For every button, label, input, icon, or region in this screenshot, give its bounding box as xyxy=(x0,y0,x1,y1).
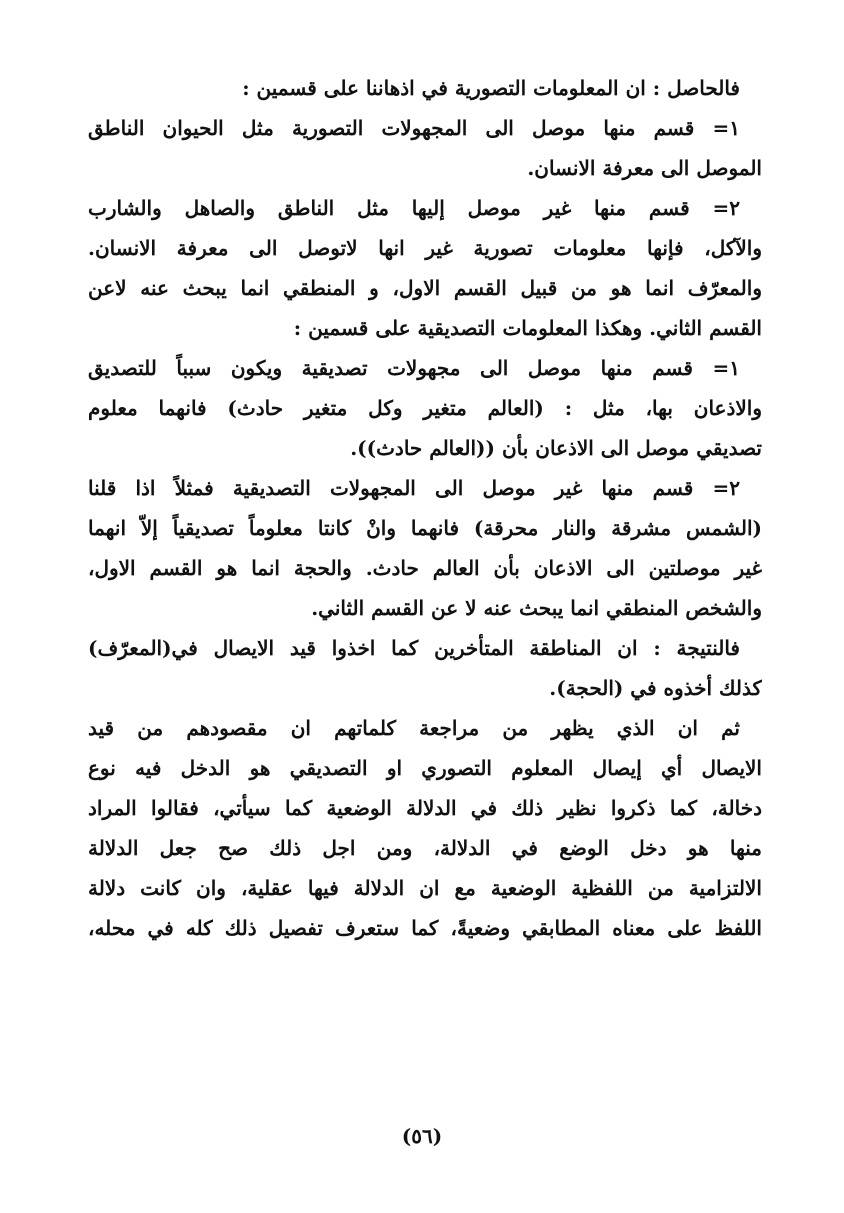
text-line: الالتزامية من اللفظية الوضعية مع ان الدلالة فيها عقلية، وان كانت دلالة xyxy=(88,876,762,900)
text-line: ٢= قسم منها غير موصل الى المجهولات التصديقية فمثلاً اذا قلنا xyxy=(88,476,740,500)
text-line: والاذعان بها، مثل : (العالم متغير وكل متغير حادث) فانهما معلوم xyxy=(88,396,762,420)
text-line: ٢= قسم منها غير موصل إليها مثل الناطق والصاهل والشارب xyxy=(88,196,740,220)
text-line: والشخص المنطقي انما يبحث عنه لا عن القسم الثاني. xyxy=(311,596,762,620)
text-line: اللفظ على معناه المطابقي وضعيةً، كما ستعرف تفصيل ذلك كله في محله، xyxy=(88,916,762,940)
text-line: فالنتيجة : ان المناطقة المتأخرين كما اخذوا قيد الايصال في(المعرّف) xyxy=(88,636,740,660)
text-line: والآكل، فإنها معلومات تصورية غير انها لاتوصل الى معرفة الانسان. xyxy=(88,236,762,260)
text-line: ١= قسم منها موصل الى مجهولات تصديقية ويكون سبباً للتصديق xyxy=(88,356,740,380)
text-line: تصديقي موصل الى الاذعان بأن ((العالم حادث)). xyxy=(350,436,762,460)
text-line: والمعرّف انما هو من قبيل القسم الاول، و المنطقي انما يبحث عنه لاعن xyxy=(88,276,762,300)
text-line: الموصل الى معرفة الانسان. xyxy=(527,156,762,180)
text-line: غير موصلتين الى الاذعان بأن العالم حادث. والحجة انما هو القسم الاول، xyxy=(88,556,762,580)
text-line: (الشمس مشرقة والنار محرقة) فانهما وانْ كانتا معلوماً تصديقياً إلاّ انهما xyxy=(88,516,762,540)
text-line: الايصال أي إيصال المعلوم التصوري او التصديقي هو الدخل فيه نوع xyxy=(88,756,762,780)
page-number: (٥٦) xyxy=(401,1124,443,1148)
body-text xyxy=(88,68,762,948)
text-line: القسم الثاني. وهكذا المعلومات التصديقية على قسمين : xyxy=(293,316,762,340)
text-line: فالحاصل : ان المعلومات التصورية في اذهاننا على قسمين : xyxy=(242,76,740,100)
text-line: منها هو دخل الوضع في الدلالة، ومن اجل ذلك صح جعل الدلالة xyxy=(88,836,762,860)
text-line: دخالة، كما ذكروا نظير ذلك في الدلالة الوضعية كما سيأتي، فقالوا المراد xyxy=(88,796,762,820)
text-line: ١= قسم منها موصل الى المجهولات التصورية مثل الحيوان الناطق xyxy=(88,116,740,140)
text-line: كذلك أخذوه في (الحجة). xyxy=(549,676,762,700)
text-line: ثم ان الذي يظهر من مراجعة كلماتهم ان مقصودهم من قيد xyxy=(88,716,740,740)
